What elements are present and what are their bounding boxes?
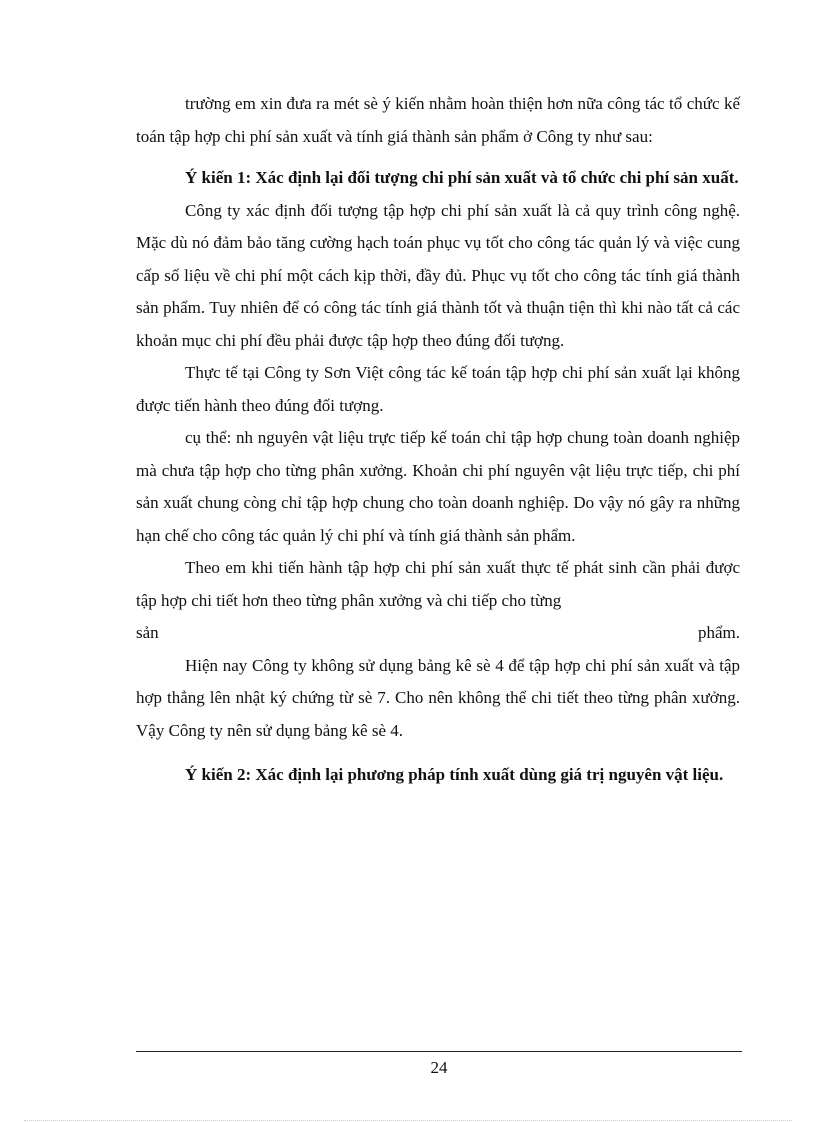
- last-line-right-word: phẩm.: [697, 623, 740, 642]
- last-line-left-word: sản: [136, 623, 159, 642]
- spacer: [136, 747, 740, 759]
- paragraph-cost-object: Công ty xác định đối tượng tập hợp chi phí sản xuất là cả quy trình công nghệ. Mặc dù nó đảm bảo tăng cường hạch toán phục vụ tốt cho công tác quản lý và việc cung cấp số liệu về chi phí một cách kịp thời, đầy đủ. Phục vụ tốt cho công tác tính giá thành sản phẩm. Tuy nhiên để có công tác tính giá thành tốt và thuận tiện thì khi nào tất cả các khoản mục chi phí đều phải được tập hợp theo đúng đối tượng.: [136, 200, 740, 350]
- page-body: [136, 88, 740, 792]
- footer-rule: [136, 1051, 742, 1052]
- heading-opinion-2: Ý kiến 2: Xác định lại phương pháp tính xuất dùng giá trị nguyên vật liệu.: [185, 765, 724, 784]
- paragraph-ledger: Hiện nay Công ty không sử dụng bảng kê sè 4 để tập hợp chi phí sản xuất và tập hợp thẳng lên nhật ký chứng từ sè 7. Cho nên không thể chi tiết theo từng phân xưởng. Vậy Công ty nên sử dụng bảng kê sè 4.: [136, 655, 740, 740]
- paragraph-proposal-last-line: [136, 617, 740, 650]
- heading-opinion-1: Ý kiến 1: Xác định lại đối tượng chi phí sản xuất và tổ chức chi phí sản xuất.: [185, 168, 739, 187]
- page-number: 24: [430, 1058, 448, 1077]
- paragraph-details: cụ thể: nh nguyên vật liệu trực tiếp kế toán chỉ tập hợp chung toàn doanh nghiệp mà chưa tập hợp cho từng phân xưởng. Khoản chi phí nguyên vật liệu trực tiếp, chi phí sản xuất chung còng chỉ tập hợp chung cho toàn doanh nghiệp. Do vậy nó gây ra những hạn chế cho công tác quản lý chi phí và tính giá thành sản phẩm.: [136, 428, 740, 545]
- paragraph-intro: trường em xin đưa ra mét sè ý kiến nhằm hoàn thiện hơn nữa công tác tổ chức kế toán tập hợp chi phí sản xuất và tính giá thành sản phẩm ở Công ty như sau:: [136, 94, 740, 146]
- page-edge-dotted-line: [24, 1120, 792, 1121]
- spacer: [136, 153, 740, 162]
- paragraph-son-viet: Thực tế tại Công ty Sơn Việt công tác kế toán tập hợp chi phí sản xuất lại không được tiến hành theo đúng đối tượng.: [136, 363, 740, 415]
- paragraph-proposal: Theo em khi tiến hành tập hợp chi phí sản xuất thực tế phát sinh cần phải được tập hợp chi tiết hơn theo từng phân xưởng và chi tiếp cho từng: [136, 558, 740, 610]
